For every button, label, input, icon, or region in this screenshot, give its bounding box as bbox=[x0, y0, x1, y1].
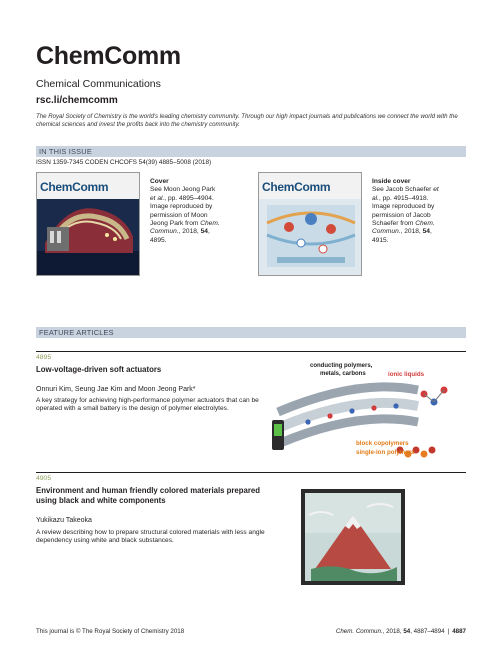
cover-caption-etal: et al. bbox=[150, 194, 165, 202]
inside-cover-caption-page: , 4915. bbox=[372, 228, 432, 244]
article-graphic-actuator[interactable] bbox=[268, 360, 464, 468]
inside-cover-caption bbox=[372, 178, 444, 245]
cover-label: Cover bbox=[150, 178, 169, 185]
footer-year: , 2018, bbox=[382, 628, 404, 635]
graphic-label-block: block copolymers bbox=[356, 440, 409, 447]
inside-cover-banner bbox=[259, 173, 361, 199]
inside-cover-caption-journal: Chem. Commun. bbox=[372, 220, 435, 236]
cover-caption-page: , 4895. bbox=[150, 228, 210, 244]
journal-subtitle: Chemical Communications bbox=[36, 78, 161, 90]
issn-line: ISSN 1359-7345 CODEN CHCOFS 54(39) 4885–5008 (2018) bbox=[36, 159, 212, 166]
cover-caption-volume: 54 bbox=[200, 228, 208, 236]
cover-image[interactable] bbox=[36, 172, 140, 276]
graphic-label-metals: metals, carbons bbox=[320, 371, 366, 377]
graphic-label-single: single-ion polymers bbox=[356, 449, 415, 456]
footer-volume: 54 bbox=[403, 628, 411, 635]
article-graphic-mount-fuji[interactable] bbox=[301, 489, 405, 585]
article-page-number: 4895 bbox=[36, 354, 52, 361]
footer-page-number: 4887 bbox=[452, 628, 466, 635]
article-divider bbox=[36, 351, 466, 352]
graphic-label-ionic: ionic liquids bbox=[388, 371, 425, 378]
in-this-issue-label: IN THIS ISSUE bbox=[39, 147, 92, 156]
cover-caption-text-2: , pp. 4895–4904. Image reproduced by permission of Moon Jeong Park from bbox=[150, 194, 214, 228]
graphic-label-conducting: conducting polymers, bbox=[310, 363, 373, 369]
feature-articles-label: FEATURE ARTICLES bbox=[39, 328, 114, 337]
article-title[interactable]: Low-voltage-driven soft actuators bbox=[36, 365, 162, 374]
inside-cover-image[interactable] bbox=[258, 172, 362, 276]
inside-cover-label: Inside cover bbox=[372, 178, 411, 185]
cover-caption bbox=[150, 178, 222, 245]
footer-pages: , 4887–4894 bbox=[410, 628, 445, 635]
footer-copyright: This journal is © The Royal Society of Chemistry 2018 bbox=[36, 628, 185, 635]
inside-cover-caption-text-2: , pp. 4915–4918. Image reproduced by permission of Jacob Schaefer from bbox=[372, 194, 435, 228]
cover-brand-text: ChemComm bbox=[40, 180, 109, 194]
article-summary: A key strategy for achieving high-performance polymer actuators that can be operated with a small battery is the design of polymer electrolytes. bbox=[36, 397, 259, 413]
actuator-schematic bbox=[268, 360, 464, 468]
cover-caption-journal: Chem. Commun. bbox=[150, 220, 220, 236]
inside-cover-caption-volume: 54 bbox=[422, 228, 430, 236]
article-summary: A review describing how to prepare structural colored materials with less angle dependency using white and black substances. bbox=[36, 529, 265, 545]
colored-material-artwork bbox=[305, 493, 401, 581]
inside-cover-caption-text: See Jacob Schaefer bbox=[372, 186, 434, 194]
article-title[interactable]: Environment and human friendly colored materials prepared using black and white components bbox=[36, 486, 260, 505]
journal-description: The Royal Society of Chemistry is the world's leading chemistry community. Through our high impact journals and publications we connect the world with the chemical sciences and invest the profits back into the chemistry community. bbox=[36, 113, 458, 129]
in-this-issue-bar bbox=[36, 146, 466, 157]
article-authors: Onnuri Kim, Seung Jae Kim and Moon Jeong Park* bbox=[36, 386, 196, 393]
footer-journal: Chem. Commun. bbox=[335, 628, 383, 635]
inside-cover-caption-year: , 2018, bbox=[400, 228, 423, 236]
footer-separator: | bbox=[447, 628, 450, 635]
cover-caption-text: See Moon Jeong Park bbox=[150, 186, 216, 194]
cover-caption-year: , 2018, bbox=[178, 228, 201, 236]
article-authors: Yukikazu Takeoka bbox=[36, 517, 92, 524]
footer-citation bbox=[336, 628, 466, 635]
inside-cover-caption-etal: et al. bbox=[372, 186, 439, 202]
journal-url-link[interactable]: rsc.li/chemcomm bbox=[36, 95, 118, 106]
feature-articles-bar bbox=[36, 327, 466, 338]
journal-title: ChemComm bbox=[36, 42, 181, 70]
inside-cover-brand-text: ChemComm bbox=[262, 180, 331, 194]
article-page-number: 4905 bbox=[36, 475, 52, 482]
cover-banner bbox=[37, 173, 139, 199]
article-divider bbox=[36, 472, 466, 473]
